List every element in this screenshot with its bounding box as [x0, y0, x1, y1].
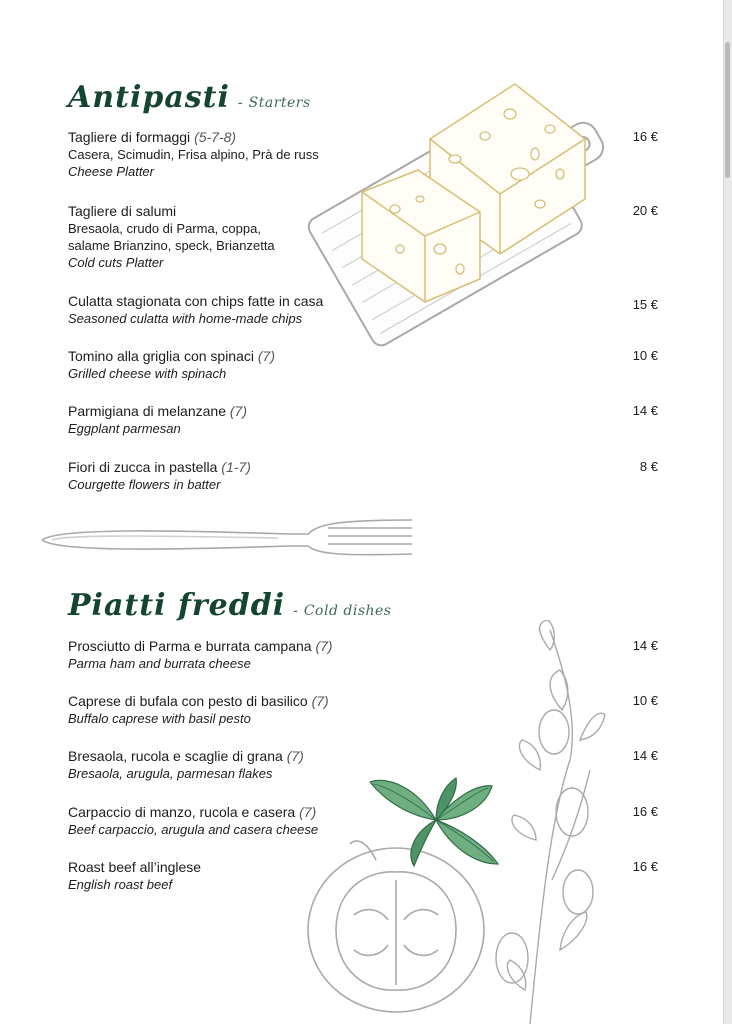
- fork-illustration: [38, 514, 418, 558]
- item-price: 16 €: [632, 859, 658, 874]
- section-subtitle: Cold dishes: [303, 603, 392, 619]
- section-title-antipasti: [68, 80, 311, 115]
- item-english: Grilled cheese with spinach: [68, 366, 227, 381]
- item-price: 8 €: [639, 459, 658, 474]
- item-price: 14 €: [632, 748, 658, 763]
- section-heading: Piatti freddi: [68, 588, 286, 623]
- item-allergens: (7): [229, 403, 247, 419]
- item-name: Prosciutto di Parma e burrata campana: [68, 638, 312, 654]
- item-name: Parmigiana di melanzane: [68, 403, 226, 419]
- item-english: Cold cuts Platter: [68, 255, 164, 270]
- item-description: Casera, Scimudin, Frisa alpino, Prà de russ: [68, 147, 319, 162]
- menu-item: [68, 458, 660, 493]
- menu-item: [68, 803, 660, 838]
- item-description: Bresaola, crudo di Parma, coppa,: [68, 221, 261, 236]
- item-english: Bresaola, arugula, parmesan flakes: [68, 766, 273, 781]
- item-english: Cheese Platter: [68, 164, 154, 179]
- item-name: Carpaccio di manzo, rucola e casera: [68, 804, 296, 820]
- item-price: 15 €: [632, 297, 658, 312]
- vertical-scrollbar[interactable]: [725, 42, 730, 178]
- menu-item: [68, 128, 660, 180]
- section-heading: Antipasti: [68, 80, 230, 115]
- item-name: Tagliere di salumi: [68, 203, 177, 219]
- item-price: 16 €: [632, 129, 658, 144]
- item-price: 14 €: [632, 638, 658, 653]
- item-allergens: (7): [286, 748, 304, 764]
- item-price: 10 €: [632, 348, 658, 363]
- item-english: Beef carpaccio, arugula and casera cheese: [68, 822, 319, 837]
- item-name: Caprese di bufala con pesto di basilico: [68, 693, 308, 709]
- item-description-2: salame Brianzino, speck, Brianzetta: [68, 238, 275, 253]
- item-allergens: (1-7): [221, 459, 251, 475]
- item-price: 16 €: [632, 804, 658, 819]
- item-allergens: (7): [257, 348, 276, 364]
- item-price: 10 €: [632, 693, 658, 708]
- item-allergens: (7): [311, 693, 329, 709]
- item-english: English roast beef: [68, 877, 173, 892]
- item-english: Buffalo caprese with basil pesto: [68, 711, 251, 726]
- item-english: Parma ham and burrata cheese: [68, 656, 251, 671]
- item-price: 14 €: [632, 403, 658, 418]
- item-allergens: (7): [299, 804, 317, 820]
- item-name: Culatta stagionata con chips fatte in casa: [68, 293, 324, 309]
- menu-item: [68, 292, 660, 327]
- menu-item: [68, 637, 660, 672]
- item-price: 20 €: [632, 203, 658, 218]
- item-english: Eggplant parmesan: [68, 421, 181, 436]
- menu-item: [68, 692, 660, 727]
- item-allergens: (5-7-8): [194, 129, 237, 145]
- item-name: Roast beef all’inglese: [68, 859, 202, 875]
- item-name: Bresaola, rucola e scaglie di grana: [68, 748, 283, 764]
- menu-item: [68, 858, 660, 893]
- menu-item: [68, 347, 660, 382]
- item-name: Tomino alla griglia con spinaci: [68, 348, 254, 364]
- section-separator: -: [237, 95, 243, 111]
- menu-item: [68, 402, 660, 437]
- menu-item: [68, 202, 660, 271]
- item-name: Fiori di zucca in pastella: [68, 459, 218, 475]
- section-separator: -: [293, 603, 298, 619]
- menu-item: [68, 747, 660, 782]
- section-title-piatti-freddi: [68, 588, 391, 623]
- item-english: Courgette flowers in batter: [68, 477, 221, 492]
- item-english: Seasoned culatta with home-made chips: [68, 311, 303, 326]
- item-allergens: (7): [315, 638, 333, 654]
- item-name: Tagliere di formaggi: [68, 129, 191, 145]
- section-subtitle: Starters: [248, 95, 311, 111]
